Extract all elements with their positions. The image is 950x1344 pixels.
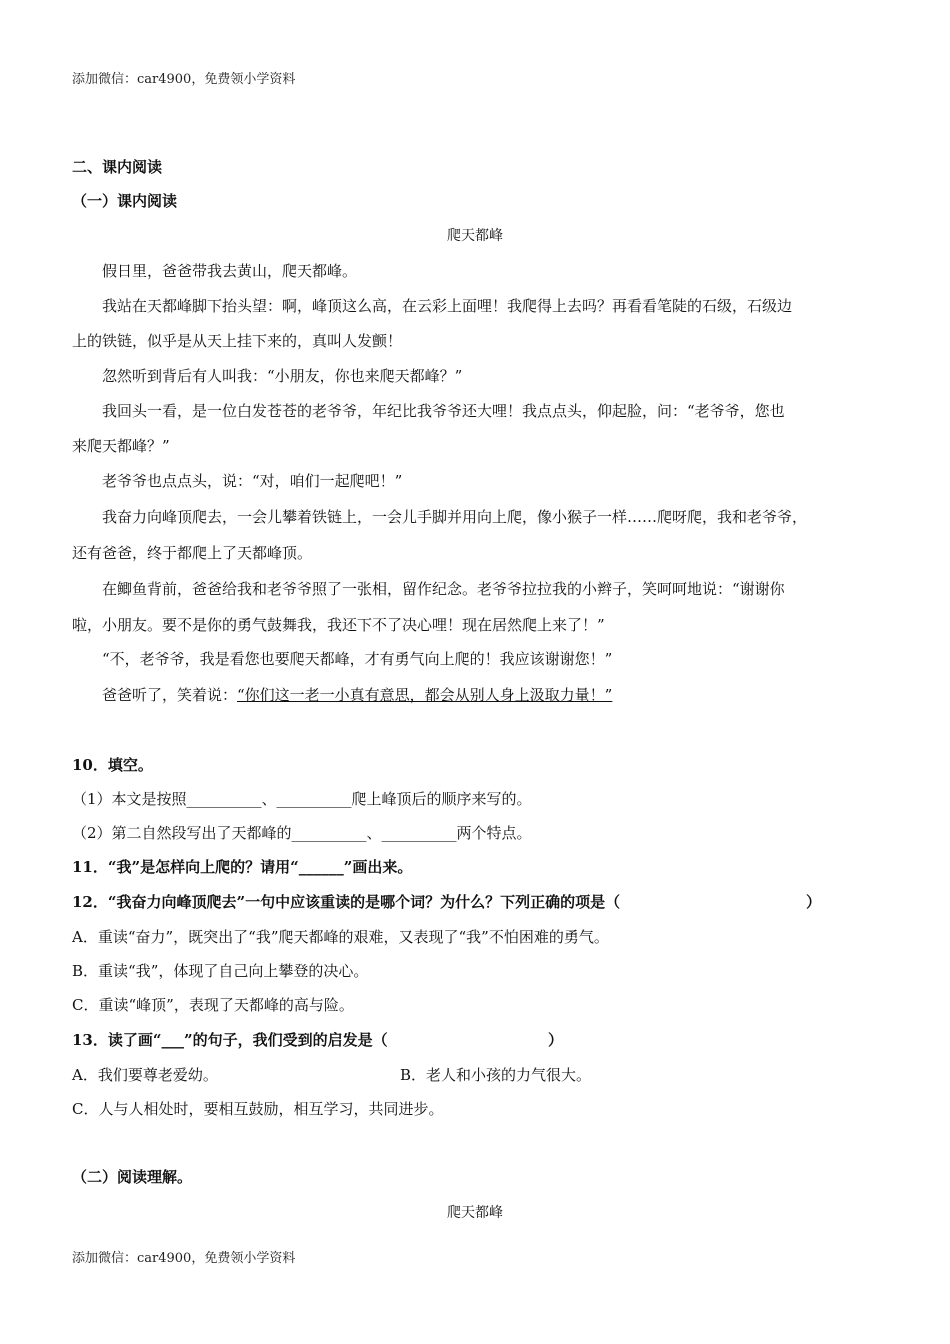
passage-paragraph-cont: 啦，小朋友。要不是你的勇气鼓舞我，我还下不了决心哩！现在居然爬上来了！”	[72, 616, 605, 634]
question-13-close: ）	[548, 1031, 564, 1049]
passage-paragraph: 老爷爷也点点头，说：“对，咱们一起爬吧！”	[102, 472, 403, 490]
question-12-option-c[interactable]: C．重读“峰顶”，表现了天都峰的高与险。	[72, 996, 354, 1014]
footer-note: 添加微信：car4900，免费领小学资料	[72, 1251, 296, 1266]
question-12-option-a[interactable]: A．重读“奋力”，既突出了“我”爬天都峰的艰难，又表现了“我”不怕困难的勇气。	[72, 928, 609, 946]
section-title: 二、课内阅读	[72, 158, 163, 176]
question-13-option-a[interactable]: A．我们要尊老爱幼。	[72, 1066, 218, 1084]
passage-paragraph: “不，老爷爷，我是看您也要爬天都峰，才有勇气向上爬的！我应该谢谢您！”	[102, 650, 613, 668]
question-10-label: 10．填空。	[72, 756, 153, 774]
question-12-close: ）	[806, 893, 822, 911]
passage-paragraph-cont: 上的铁链，似乎是从天上挂下来的，真叫人发颤！	[72, 332, 403, 350]
question-13-label: 13．读了画“___”的句子，我们受到的启发是（	[72, 1031, 388, 1049]
part-one-title: （一）课内阅读	[72, 192, 178, 210]
header-note: 添加微信：car4900，免费领小学资料	[72, 72, 296, 87]
question-11-label: 11．“我”是怎样向上爬的？请用“______”画出来。	[72, 858, 413, 876]
question-13-option-c[interactable]: C．人与人相处时，要相互鼓励，相互学习，共同进步。	[72, 1100, 444, 1118]
passage-paragraph: 我站在天都峰脚下抬头望：啊，峰顶这么高，在云彩上面哩！我爬得上去吗？再看看笔陡的石级，石级边	[102, 297, 793, 315]
passage-paragraph: 在鲫鱼背前，爸爸给我和老爷爷照了一张相，留作纪念。老爷爷拉拉我的小辫子，笑呵呵地说：“谢谢你	[102, 580, 785, 598]
underlined-sentence: “你们这一老一小真有意思，都会从别人身上汲取力量！”	[237, 686, 613, 704]
passage-text: 爸爸听了，笑着说：	[102, 686, 238, 704]
question-13-option-b[interactable]: B．老人和小孩的力气很大。	[400, 1066, 592, 1084]
passage-paragraph-cont: 来爬天都峰？”	[72, 437, 170, 455]
passage-paragraph: 忽然听到背后有人叫我：“小朋友，你也来爬天都峰？”	[102, 367, 463, 385]
passage-paragraph: 我奋力向峰顶爬去，一会儿攀着铁链上，一会儿手脚并用向上爬，像小猴子一样……爬呀爬，我和老爷爷，	[102, 508, 808, 526]
question-10-blank-2: （2）第二自然段写出了天都峰的__________、__________两个特点。	[72, 824, 532, 842]
passage-paragraph-cont: 还有爸爸，终于都爬上了天都峰顶。	[72, 544, 313, 562]
question-12-label: 12．“我奋力向峰顶爬去”一句中应该重读的是哪个词？为什么？下列正确的项是（	[72, 893, 621, 911]
question-12-option-b[interactable]: B．重读“我”，体现了自己向上攀登的决心。	[72, 962, 369, 980]
passage-paragraph	[102, 684, 612, 705]
part-two-passage-title: 爬天都峰	[447, 1205, 503, 1221]
question-10-blank-1: （1）本文是按照__________、__________爬上峰顶后的顺序来写的。	[72, 790, 532, 808]
passage-paragraph: 假日里，爸爸带我去黄山，爬天都峰。	[102, 262, 358, 280]
part-two-title: （二）阅读理解。	[72, 1168, 193, 1186]
passage-title: 爬天都峰	[447, 228, 503, 244]
passage-paragraph: 我回头一看，是一位白发苍苍的老爷爷，年纪比我爷爷还大哩！我点点头，仰起脸，问：“老爷爷，您也	[102, 402, 785, 420]
